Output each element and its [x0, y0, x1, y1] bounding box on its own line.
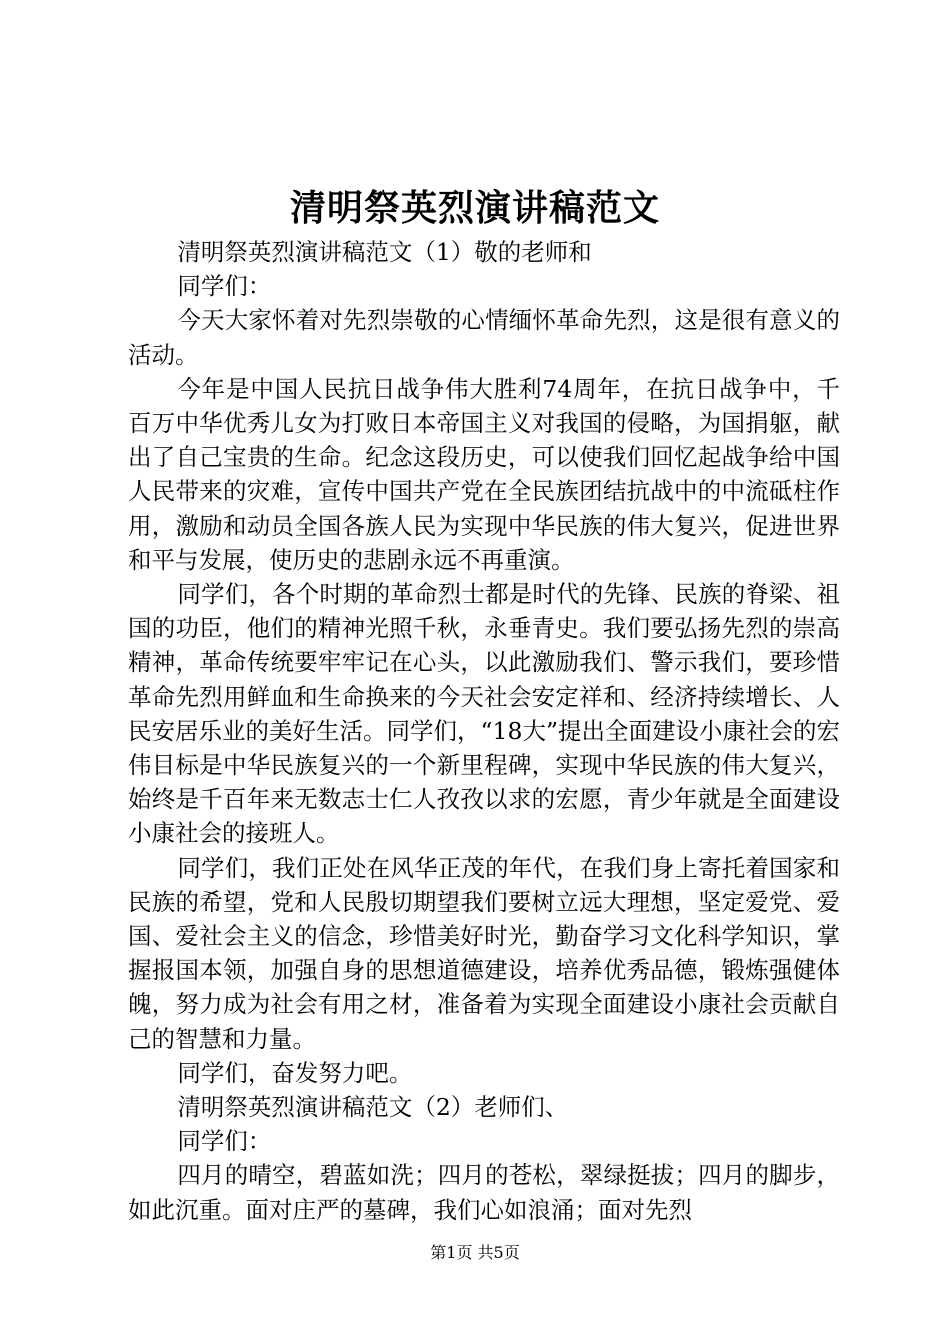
- paragraph-youth-mission: 同学们，我们正处在风华正茂的年代，在我们身上寄托着国家和民族的希望，党和人民殷切期望我们要树立远大理想，坚定爱党、爱国、爱社会主义的信念，珍惜美好时光，勤奋学习文化科学知识，掌握报国本领，加强自身的思想道德建设，培养优秀品德，锻炼强健体魄，努力成为社会有用之材，准备着为实现全面建设小康社会贡献自己的智慧和力量。: [128, 853, 840, 1053]
- paragraph-intro-1: 清明祭英烈演讲稿范文（1）敬的老师和: [177, 238, 592, 266]
- document-body: [128, 235, 840, 1227]
- paragraph-salutation-2: 同学们：: [177, 1127, 272, 1156]
- paragraph-intro-2: 清明祭英烈演讲稿范文（2）老师们、: [177, 1093, 569, 1122]
- paragraph-history: 今年是中国人民抗日战争伟大胜利74周年，在抗日战争中，千百万中华优秀儿女为打败日本帝国主义对我国的侵略，为国捐躯，献出了自己宝贵的生命。纪念这段历史，可以使我们回忆起战争给中国人民带来的灾难，宣传中国共产党在全民族团结抗战中的中流砥柱作用，激励和动员全国各族人民为实现中华民族的伟大复兴，促进世界和平与发展，使历史的悲剧永远不再重演。: [128, 374, 840, 574]
- paragraph-closing: 同学们，奋发努力吧。: [177, 1058, 413, 1087]
- paragraph-martyrs-spirit: 同学们，各个时期的革命烈士都是时代的先锋、民族的脊梁、祖国的功臣，他们的精神光照千秋，永垂青史。我们要弘扬先烈的崇高精神，革命传统要牢牢记在心头，以此激励我们、警示我们，要珍惜革命先烈用鲜血和生命换来的今天社会安定祥和、经济持续增长、人民安居乐业的美好生活。同学们，“18大”提出全面建设小康社会的宏伟目标是中华民族复兴的一个新里程碑，实现中华民族的伟大复兴，始终是千百年来无数志士仁人孜孜以求的宏愿，青少年就是全面建设小康社会的接班人。: [128, 580, 840, 848]
- paragraph-opening: 今天大家怀着对先烈崇敬的心情缅怀革命先烈，这是很有意义的活动。: [128, 306, 840, 369]
- paragraph-april: 四月的晴空，碧蓝如洗；四月的苍松，翠绿挺拔；四月的脚步，如此沉重。面对庄严的墓碑，我们心如浪涌；面对先烈: [128, 1161, 840, 1224]
- page-number-footer: 第1页 共5页: [430, 1243, 520, 1262]
- document-title: 清明祭英烈演讲稿范文: [289, 187, 660, 229]
- paragraph-salutation-1: 同学们：: [177, 272, 272, 301]
